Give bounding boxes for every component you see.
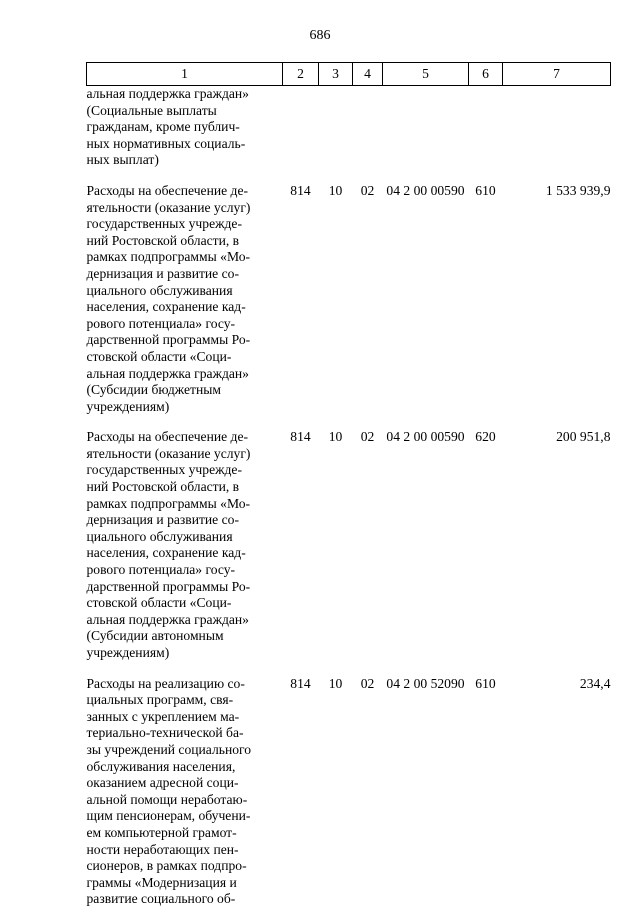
cell-section <box>319 86 353 169</box>
description-line: альной помощи неработаю- <box>86 791 248 807</box>
cell-target-code: 04 2 00 52090 <box>386 675 465 691</box>
cell-expense-type: 620 <box>475 429 496 445</box>
description-line: дарственной программы Ро- <box>86 578 251 594</box>
cell-expense-type: 610 <box>475 675 496 691</box>
description-line: дарственной программы Ро- <box>86 332 251 348</box>
column-header-5: 5 <box>383 63 469 86</box>
description-line: циального обслуживания <box>86 528 233 544</box>
description-line: ных выплат) <box>86 152 159 168</box>
cell-amount <box>503 86 611 169</box>
description-line: (Социальные выплаты <box>86 102 217 118</box>
cell-subsection <box>353 86 383 169</box>
description-line: ятельности (оказание услуг) <box>86 445 251 461</box>
cell-amount: 200 951,8 <box>556 429 611 445</box>
cell-amount: 1 533 939,9 <box>545 182 611 198</box>
row-description <box>87 169 283 415</box>
cell-ministry-code: 814 <box>290 182 311 198</box>
cell-section: 10 <box>328 675 343 691</box>
column-header-1: 1 <box>87 63 283 86</box>
cell-target-code: 04 2 00 00590 <box>386 429 465 445</box>
description-line: государственных учрежде- <box>86 462 242 478</box>
description-line: (Субсидии автономным <box>86 628 224 644</box>
cell-section: 10 <box>328 182 343 198</box>
cell-expense-type: 610 <box>475 182 496 198</box>
description-line: рамках подпрограммы «Мо- <box>86 495 251 511</box>
description-line: зы учреждений социального <box>86 741 252 757</box>
cell-subsection: 02 <box>360 675 375 691</box>
description-line: рамках подпрограммы «Мо- <box>86 249 251 265</box>
table-row <box>87 169 611 415</box>
description-line: ятельности (оказание услуг) <box>86 199 251 215</box>
description-line: развитие социального об- <box>86 891 236 907</box>
description-line: граммы «Модернизация и <box>86 874 237 890</box>
description-line: ний Ростовской области, в <box>86 479 240 495</box>
table-row <box>87 415 611 661</box>
description-line: населения, сохранение кад- <box>86 299 246 315</box>
description-line: циальных программ, свя- <box>86 692 234 708</box>
description-line: ний Ростовской области, в <box>86 232 240 248</box>
page-number: 686 <box>309 28 331 43</box>
table-row <box>87 662 611 908</box>
description-line: ных нормативных социаль- <box>86 135 246 151</box>
description-line: обслуживания населения, <box>86 758 236 774</box>
description-line: альная поддержка граждан» <box>86 86 249 101</box>
budget-table <box>86 62 611 908</box>
cell-amount: 234,4 <box>579 675 611 691</box>
description-line: Расходы на обеспечение де- <box>86 429 249 445</box>
row-description <box>87 415 283 661</box>
description-line: занных с укреплением ма- <box>86 708 240 724</box>
description-line: учреждениям) <box>86 645 170 660</box>
description-line: оказанием адресной соци- <box>86 775 239 791</box>
cell-target-code <box>383 86 469 169</box>
description-line: рового потенциала» госу- <box>86 315 236 331</box>
description-line: государственных учрежде- <box>86 216 242 232</box>
description-line: (Субсидии бюджетным <box>86 382 221 398</box>
row-description <box>87 662 283 908</box>
description-line: дернизация и развитие со- <box>86 512 239 528</box>
column-header-3: 3 <box>319 63 353 86</box>
cell-subsection: 02 <box>360 182 375 198</box>
cell-ministry-code: 814 <box>290 429 311 445</box>
description-line: Расходы на реализацию со- <box>86 675 245 691</box>
column-header-2: 2 <box>283 63 319 86</box>
cell-ministry-code <box>283 86 319 169</box>
description-line: альная поддержка граждан» <box>86 365 249 381</box>
description-line: ем компьютерной грамот- <box>86 824 237 840</box>
description-line: альная поддержка граждан» <box>86 611 249 627</box>
column-header-4: 4 <box>353 63 383 86</box>
cell-section: 10 <box>328 429 343 445</box>
description-line: рового потенциала» госу- <box>86 562 236 578</box>
column-header-6: 6 <box>469 63 503 86</box>
description-line: стовской области «Соци- <box>86 595 232 611</box>
description-line: гражданам, кроме публич- <box>86 119 240 135</box>
description-line: стовской области «Соци- <box>86 348 232 364</box>
table-header-row <box>87 63 611 86</box>
description-line: ности неработающих пен- <box>86 841 239 857</box>
cell-ministry-code: 814 <box>290 675 311 691</box>
description-line: учреждениям) <box>86 398 170 414</box>
description-line: циального обслуживания <box>86 282 233 298</box>
description-line: щим пенсионерам, обучени- <box>86 808 251 824</box>
description-line: населения, сохранение кад- <box>86 545 246 561</box>
cell-target-code: 04 2 00 00590 <box>386 182 465 198</box>
description-line: дернизация и развитие со- <box>86 265 239 281</box>
description-line: сионеров, в рамках подпро- <box>86 858 247 874</box>
cell-expense-type <box>469 86 503 169</box>
description-line: Расходы на обеспечение де- <box>86 182 249 198</box>
description-line: териально-технической ба- <box>86 725 244 741</box>
row-description <box>87 86 283 169</box>
table-row <box>87 86 611 169</box>
column-header-7: 7 <box>503 63 611 86</box>
cell-subsection: 02 <box>360 429 375 445</box>
